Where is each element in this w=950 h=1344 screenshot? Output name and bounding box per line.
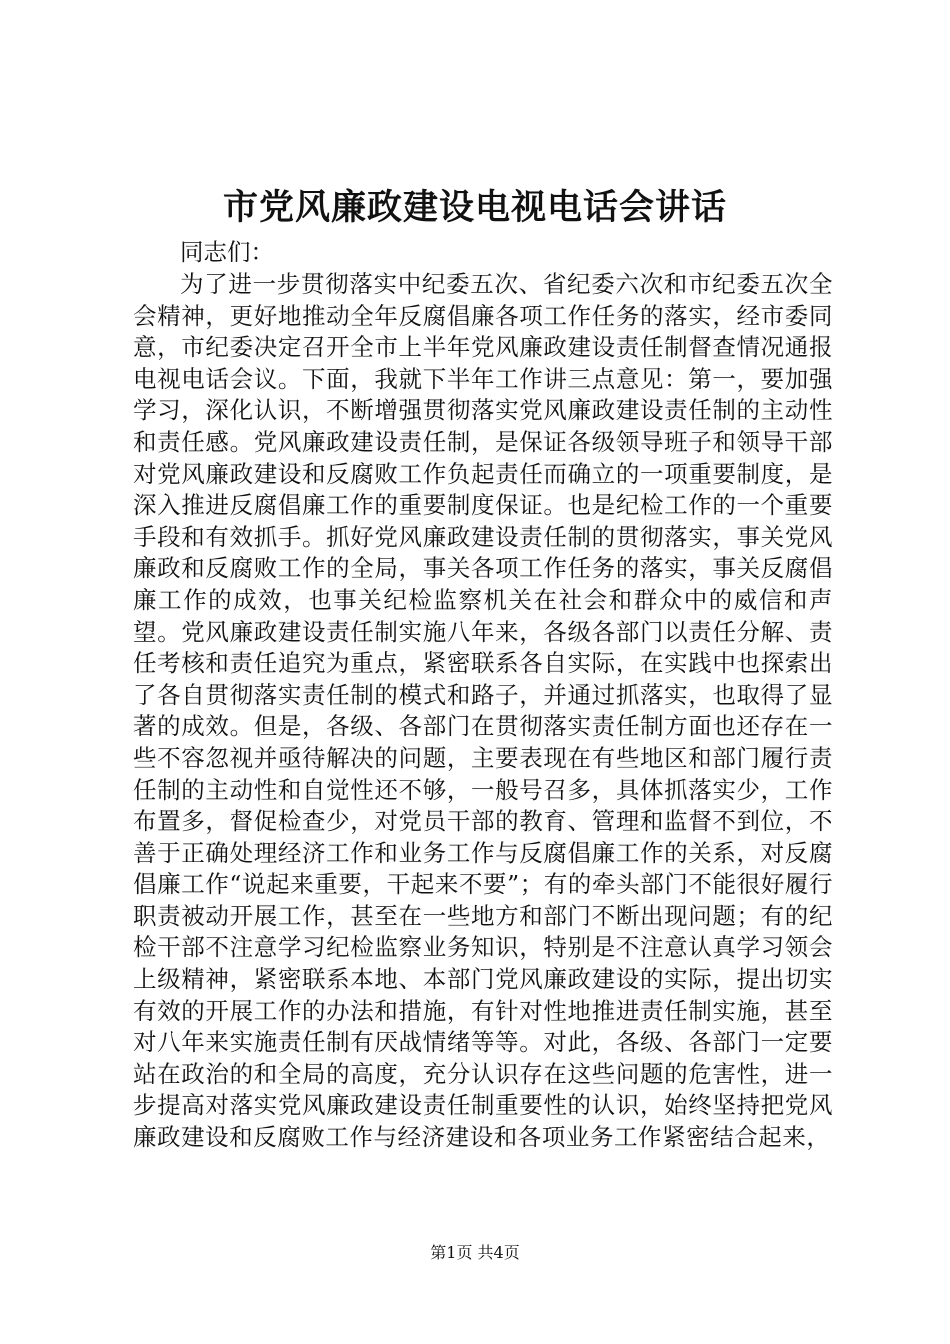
document-title: 市党风廉政建设电视电话会讲话 (222, 187, 727, 228)
body-paragraph: 为了进一步贯彻落实中纪委五次、省纪委六次和市纪委五次全会精神，更好地推动全年反腐倡廉各项工作任务的落实，经市委同意，市纪委决定召开全市上半年党风廉政建设责任制督查情况通报电视电话会议。下面，我就下半年工作讲三点意见：第一，要加强学习，深化认识，不断增强贯彻落实党风廉政建设责任制的主动性和责任感。党风廉政建设责任制，是保证各级领导班子和领导干部对党风廉政建设和反腐败工作负起责任而确立的一项重要制度，是深入推进反腐倡廉工作的重要制度保证。也是纪检工作的一个重要手段和有效抓手。抓好党风廉政建设责任制的贯彻落实，事关党风廉政和反腐败工作的全局，事关各项工作任务的落实，事关反腐倡廉工作的成效，也事关纪检监察机关在社会和群众中的威信和声望。党风廉政建设责任制实施八年来，各级各部门以责任分解、责任考核和责任追究为重点，紧密联系各自实际，在实践中也探索出了各自贯彻落实责任制的模式和路子，并通过抓落实，也取得了显著的成效。但是，各级、各部门在贯彻落实责任制方面也还存在一些不容忽视并亟待解决的问题，主要表现在有些地区和部门履行责任制的主动性和自觉性还不够，一般号召多，具体抓落实少，工作布置多，督促检查少，对党员干部的教育、管理和监督不到位，不善于正确处理经济工作和业务工作与反腐倡廉工作的关系，对反腐倡廉工作“说起来重要，干起来不要”；有的牵头部门不能很好履行职责被动开展工作，甚至在一些地方和部门不断出现问题；有的纪检干部不注意学习纪检监察业务知识，特别是不注意认真学习领会上级精神，紧密联系本地、本部门党风廉政建设的实际，提出切实有效的开展工作的办法和措施，有针对性地推进责任制实施，甚至对八年来实施责任制有厌战情绪等等。对此，各级、各部门一定要站在政治的和全局的高度，充分认识存在这些问题的危害性，进一步提高对落实党风廉政建设责任制重要性的认识，始终坚持把党风廉政建设和反腐败工作与经济建设和各项业务工作紧密结合起来， (133, 270, 833, 1152)
salutation: 同志们： (180, 238, 274, 266)
page-footer: 第1页 共4页 (430, 1243, 520, 1262)
